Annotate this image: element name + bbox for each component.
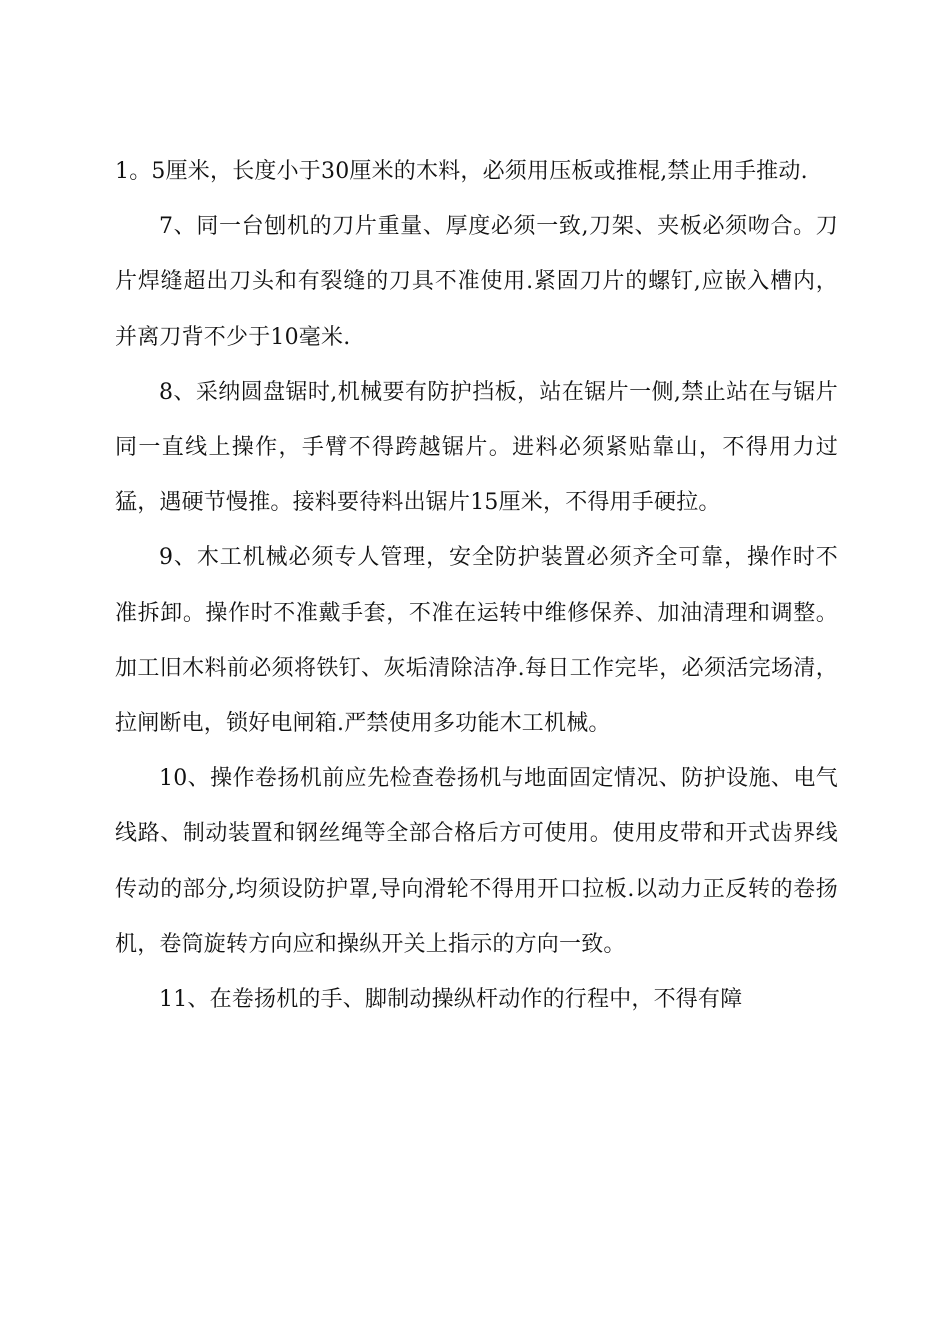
paragraph-item-9: 9、木工机械必须专人管理，安全防护装置必须齐全可靠，操作时不准拆卸。操作时不准戴手套，不准在运转中维修保养、加油清理和调整。加工旧木料前必须将铁钉、灰垢清除洁净.每日工作完毕，必须活完场清，拉闸断电，锁好电闸箱.严禁使用多功能木工机械。: [115, 545, 838, 737]
document-body: [115, 144, 838, 1027]
paragraph-item-10: 10、操作卷扬机前应先检查卷扬机与地面固定情况、防护设施、电气线路、制动装置和钢丝绳等全部合格后方可使用。使用皮带和开式齿界线传动的部分,均须设防护罩,导向滑轮不得用开口拉板.以动力正反转的卷扬机，卷筒旋转方向应和操纵开关上指示的方向一致。: [115, 766, 838, 957]
paragraph-item-8: 8、采纳圆盘锯时,机械要有防护挡板，站在锯片一侧,禁止站在与锯片同一直线上操作，手臂不得跨越锯片。进料必须紧贴靠山，不得用力过猛，遇硬节慢推。接料要待料出锯片15厘米，不得用手硬拉。: [115, 379, 838, 516]
paragraph-continuation: 1。5厘米，长度小于30厘米的木料，必须用压板或推棍,禁止用手推动.: [115, 159, 808, 184]
paragraph-item-7: 7、同一台刨机的刀片重量、厚度必须一致,刀架、夹板必须吻合。刀片焊缝超出刀头和有裂缝的刀具不准使用.紧固刀片的螺钉,应嵌入槽内，并离刀背不少于10毫米.: [115, 214, 838, 350]
paragraph-item-11: 11、在卷扬机的手、脚制动操纵杆动作的行程中，不得有障: [159, 987, 743, 1013]
